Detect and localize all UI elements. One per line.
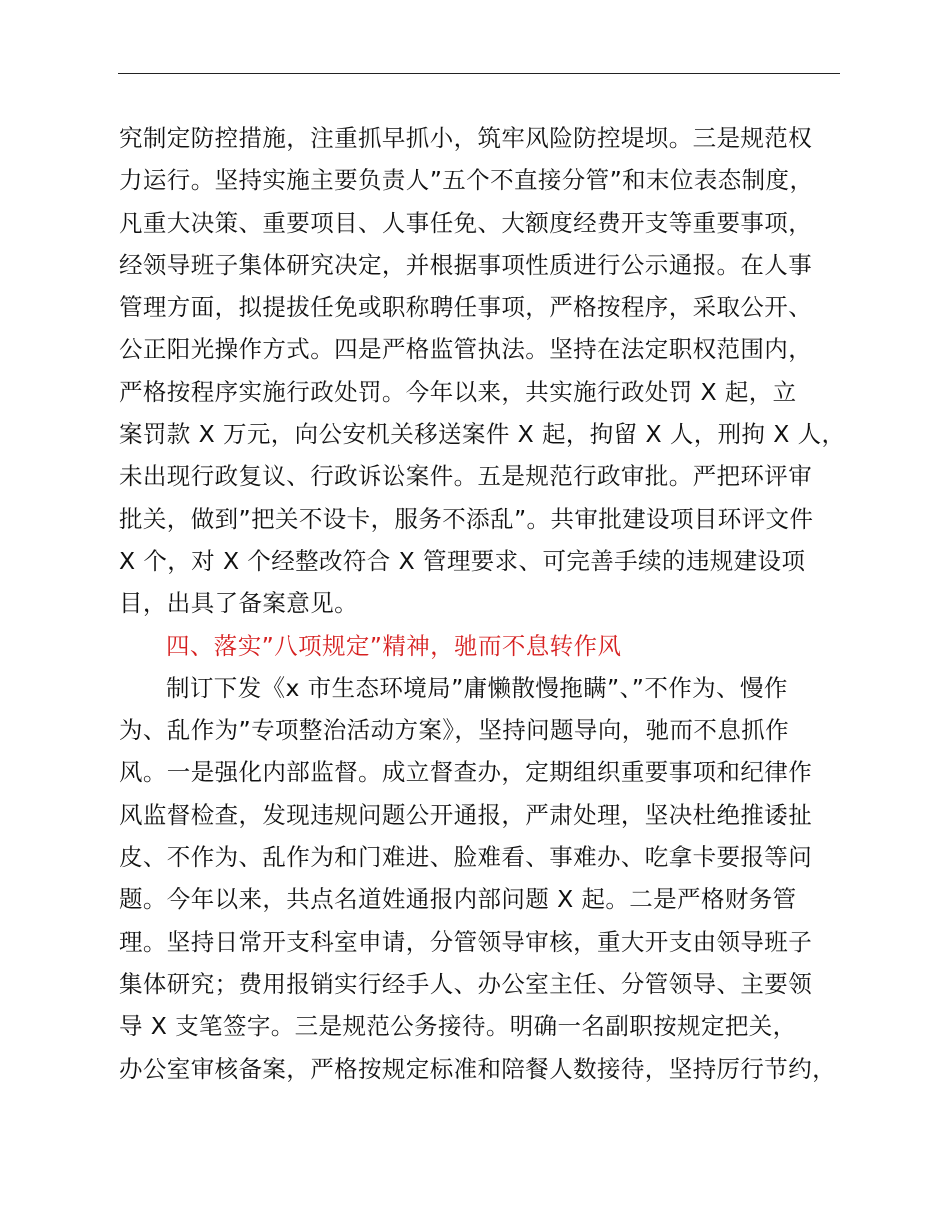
- section-heading: 四、落实”八项规定”精神，驰而不息转作风: [166, 631, 622, 660]
- paragraph-line: 办公室审核备案，严格按规定标准和陪餐人数接待，坚持厉行节约，: [119, 1054, 836, 1083]
- paragraph-line: 力运行。坚持实施主要负责人”五个不直接分管”和末位表态制度，: [119, 166, 814, 195]
- header-rule: [118, 73, 840, 74]
- paragraph-line: 风。一是强化内部监督。成立督查办，定期组织重要事项和纪律作: [119, 758, 813, 787]
- paragraph-line: X 个，对 X 个经整改符合 X 管理要求、可完善手续的违规建设项: [119, 546, 806, 575]
- paragraph-line: 集体研究；费用报销实行经手人、办公室主任、分管领导、主要领: [119, 969, 813, 998]
- paragraph-line: 为、乱作为”专项整治活动方案》，坚持问题导向，驰而不息抓作: [119, 716, 790, 745]
- paragraph-line: 严格按程序实施行政处罚。今年以来，共实施行政处罚 X 起，立: [119, 377, 797, 406]
- paragraph-line: 未出现行政复议、行政诉讼案件。五是规范行政审批。严把环评审: [119, 462, 813, 491]
- paragraph-line: 经领导班子集体研究决定，并根据事项性质进行公示通报。在人事: [119, 250, 813, 279]
- paragraph-line: 目，出具了备案意见。: [119, 589, 358, 618]
- paragraph-line: 案罚款 X 万元，向公安机关移送案件 X 起，拘留 X 人，刑拘 X 人，: [119, 420, 846, 449]
- document-body: [119, 117, 849, 1090]
- paragraph-line: 公正阳光操作方式。四是严格监管执法。坚持在法定职权范围内，: [119, 335, 813, 364]
- paragraph-line: 题。今年以来，共点名道姓通报内部问题 X 起。二是严格财务管: [119, 885, 797, 914]
- paragraph-line: 理。坚持日常开支科室申请，分管领导审核，重大开支由领导班子: [119, 927, 813, 956]
- paragraph-line: 凡重大决策、重要项目、人事任免、大额度经费开支等重要事项，: [119, 208, 813, 237]
- paragraph-line: 导 X 支笔签字。三是规范公务接待。明确一名副职按规定把关，: [119, 1012, 797, 1041]
- paragraph-line: 风监督检查，发现违规问题公开通报，严肃处理，坚决杜绝推诿扯: [119, 800, 813, 829]
- paragraph-line: 管理方面，拟提拔任免或职称聘任事项，严格按程序，采取公开、: [119, 293, 813, 322]
- paragraph-line: 皮、不作为、乱作为和门难进、脸难看、事难办、吃拿卡要报等问: [119, 843, 813, 872]
- paragraph-line: 制订下发《x 市生态环境局”庸懒散慢拖瞒”、”不作为、慢作: [166, 673, 788, 702]
- paragraph-line: 究制定防控措施，注重抓早抓小，筑牢风险防控堤坝。三是规范权: [119, 124, 813, 152]
- paragraph-line: 批关，做到”把关不设卡，服务不添乱”。共审批建设项目环评文件: [119, 504, 814, 533]
